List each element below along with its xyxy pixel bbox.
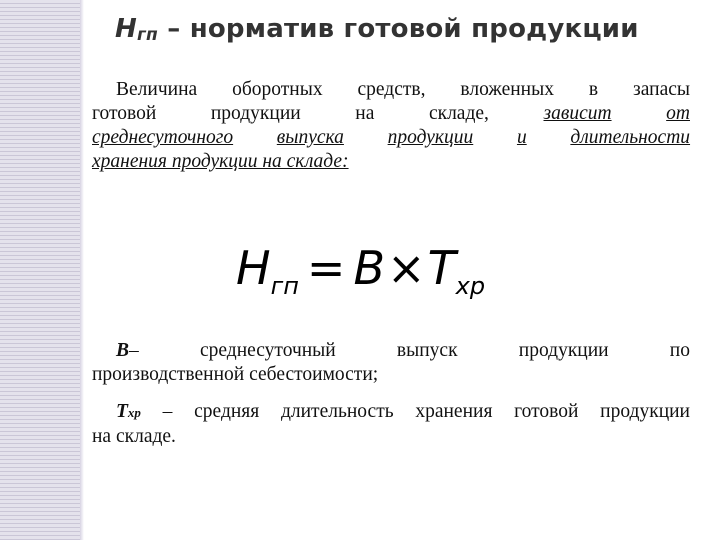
title-subscript: гп [136, 25, 158, 45]
formula-lhs-sub: гп [270, 272, 299, 300]
paragraph-line-1: Величина оборотных средств, вложенных в запасы [116, 79, 690, 100]
definition-t-term [116, 401, 141, 422]
decorative-sidebar [0, 0, 81, 540]
underlined-depends: зависит [543, 103, 612, 124]
definition-t-symbol: Т [116, 401, 128, 422]
paragraph-line-3 [92, 126, 690, 150]
definition-b-term: В [116, 340, 130, 361]
definition-b [92, 339, 690, 387]
formula-equals: = [306, 241, 346, 295]
main-paragraph [92, 78, 690, 174]
definition-t-text: – средняя длительность хранения готовой продукции [140, 401, 690, 422]
formula [236, 236, 485, 300]
definition-b-line-2: производственной себестоимости; [92, 364, 379, 385]
title-symbol: Н [115, 14, 137, 44]
underlined-word-2: выпуска [276, 127, 344, 148]
underlined-storage: хранения продукции на складе: [92, 151, 349, 172]
definition-b-text: – среднесуточный выпуск продукции по [129, 340, 690, 361]
underlined-on: от [666, 103, 690, 124]
formula-t-sub: хр [455, 272, 486, 300]
underlined-word-5: длительности [570, 127, 691, 148]
formula-b: В [353, 241, 386, 295]
definition-t-line-1 [92, 400, 690, 425]
title-text: – норматив готовой продукции [158, 14, 639, 44]
formula-times: × [387, 241, 426, 295]
underlined-word-1: среднесуточного [92, 127, 234, 148]
paragraph-line-2 [92, 102, 690, 126]
definition-b-line-1 [92, 339, 690, 363]
definition-t-sub: хр [127, 405, 141, 420]
sidebar-edge [80, 0, 84, 540]
underlined-word-4: и [516, 127, 527, 148]
definition-t-line-2: на складе. [92, 426, 176, 447]
formula-t: Т [427, 241, 456, 295]
paragraph-line-2-text: готовой продукции на складе, [92, 103, 544, 124]
formula-lhs: Н [236, 241, 271, 295]
definition-t [92, 400, 690, 449]
slide-title [115, 14, 705, 44]
underlined-word-3: продукции [387, 127, 474, 148]
paragraph-line-4 [92, 150, 690, 174]
